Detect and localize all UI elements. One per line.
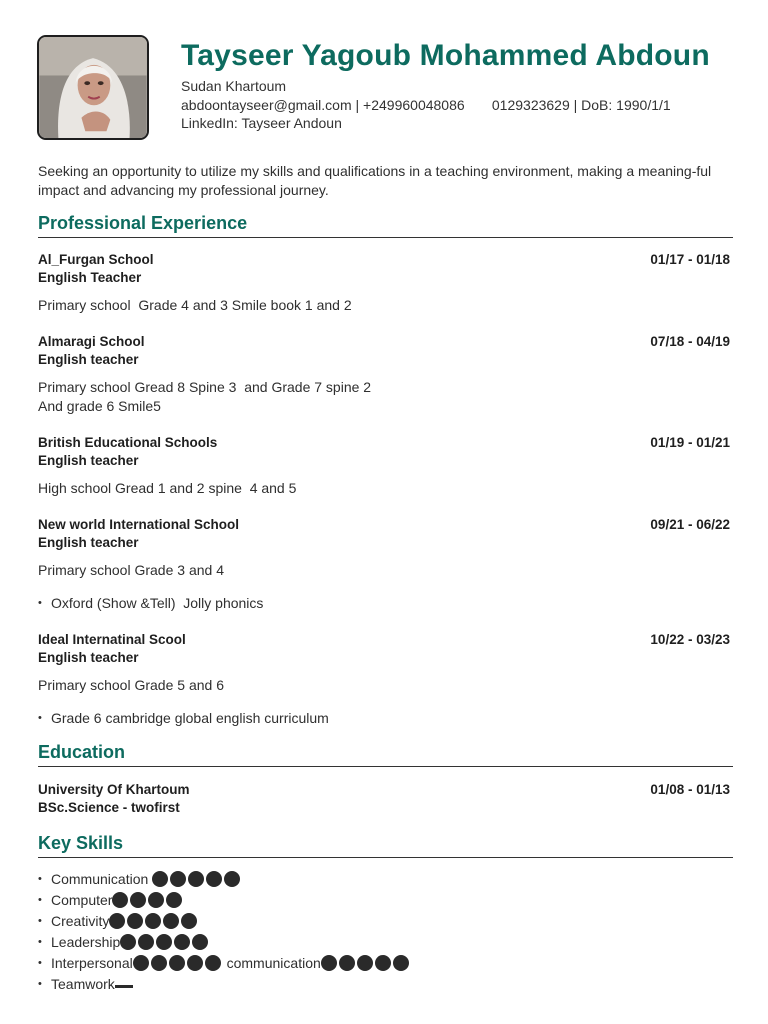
rating-dot (166, 892, 182, 908)
rating-dot (188, 871, 204, 887)
experience-entry (38, 434, 730, 498)
entry-role: English Teacher (38, 270, 142, 285)
skill-item (38, 912, 733, 933)
entry-date: 09/21 - 06/22 (650, 517, 730, 532)
skills-list (38, 870, 733, 996)
location: Sudan Khartoum (181, 78, 287, 94)
skills-heading: Key Skills (38, 833, 124, 853)
skill-label: Creativity (51, 913, 110, 929)
entry-description: High school Gread 1 and 2 spine 4 and 5 (38, 480, 297, 496)
experience-entry (38, 251, 730, 315)
entry-date: 01/08 - 01/13 (650, 782, 730, 797)
rating-dot (170, 871, 186, 887)
entry-organization: New world International School (38, 517, 240, 532)
candidate-name: Tayseer Yagoub Mohammed Abdoun (181, 39, 710, 72)
rating-dot (127, 913, 143, 929)
entry-date: 01/19 - 01/21 (650, 435, 730, 450)
skill-rating (109, 913, 199, 933)
contact-line: abdoontayseer@gmail.com | +249960048086 0129323629 | DoB: 1990/1/1 (181, 96, 671, 113)
rating-dot (169, 955, 185, 971)
entry-organization: Ideal Internatinal Scool (38, 632, 186, 647)
skills-divider (38, 857, 733, 858)
skill-label: Computer (51, 892, 113, 908)
entry-bullets (38, 709, 730, 727)
entry-organization: British Educational Schools (38, 435, 218, 450)
entry-date: 07/18 - 04/19 (650, 334, 730, 349)
education-divider (38, 766, 733, 767)
entry-institution: University Of Khartoum (38, 782, 190, 797)
entry-description: Primary school Grade 3 and 4 (38, 562, 224, 578)
skill-rating (112, 892, 184, 912)
entry-role: English teacher (38, 352, 139, 367)
skill-label: Leadership (51, 934, 121, 950)
contact-block (181, 77, 671, 133)
rating-dot (357, 955, 373, 971)
entry-organization: Almaragi School (38, 334, 145, 349)
entry-bullet: • Grade 6 cambridge global english curriculum (38, 709, 730, 727)
rating-dot (109, 913, 125, 929)
rating-dot (133, 955, 149, 971)
entry-degree: BSc.Science - twofirst (38, 800, 180, 815)
rating-dot (339, 955, 355, 971)
rating-dot (224, 871, 240, 887)
experience-entry (38, 333, 730, 415)
summary-text: Seeking an opportunity to utilize my skills and qualifications in a teaching environment, making a meaning-ful impact and advancing my professional journey. (38, 163, 712, 198)
entry-date: 10/22 - 03/23 (650, 632, 730, 647)
rating-dot (145, 913, 161, 929)
rating-dot (375, 955, 391, 971)
experience-divider (38, 237, 733, 238)
rating-dot (148, 892, 164, 908)
entry-date: 01/17 - 01/18 (650, 252, 730, 267)
skill-label: Communication (51, 871, 153, 887)
rating-dot (206, 871, 222, 887)
linkedin: LinkedIn: Tayseer Andoun (181, 115, 342, 131)
experience-entry (38, 516, 730, 612)
skill-rating (120, 934, 210, 954)
rating-dot (120, 934, 136, 950)
rating-dot (163, 913, 179, 929)
skill-label: Teamwork (51, 976, 115, 992)
rating-dot (393, 955, 409, 971)
rating-dot (205, 955, 221, 971)
experience-entry (38, 631, 730, 727)
entry-description: Primary school Grade 5 and 6 (38, 677, 224, 693)
entry-description: Primary school Gread 8 Spine 3 and Grade 7 spine 2 And grade 6 Smile5 (38, 379, 372, 414)
skill-rating (115, 978, 133, 996)
skill-item (38, 975, 733, 996)
education-entry (38, 781, 730, 817)
entry-role: English teacher (38, 650, 139, 665)
rating-dot (187, 955, 203, 971)
education-heading: Education (38, 742, 126, 762)
profile-photo-image (39, 37, 147, 138)
rating-dot (151, 955, 167, 971)
profile-photo (37, 35, 149, 140)
skill-rating (133, 955, 223, 975)
skill-label: communication (222, 955, 321, 971)
rating-dot (130, 892, 146, 908)
rating-dot (156, 934, 172, 950)
entry-description: Primary school Grade 4 and 3 Smile book 1 and 2 (38, 297, 352, 313)
rating-dot (138, 934, 154, 950)
skill-item (38, 954, 733, 975)
skill-rating (321, 955, 411, 975)
skill-item (38, 933, 733, 954)
rating-dot (181, 913, 197, 929)
skill-rating (152, 871, 242, 891)
experience-heading: Professional Experience (38, 213, 248, 233)
rating-dot (321, 955, 337, 971)
skill-item (38, 891, 733, 912)
entry-bullets (38, 594, 730, 612)
entry-role: English teacher (38, 535, 139, 550)
skill-item (38, 870, 733, 891)
rating-dot (152, 871, 168, 887)
entry-role: English teacher (38, 453, 139, 468)
entry-organization: Al_Furgan School (38, 252, 154, 267)
rating-dot (192, 934, 208, 950)
rating-dot (112, 892, 128, 908)
skill-label: Interpersonal (51, 955, 133, 971)
entry-bullet: • Oxford (Show &Tell) Jolly phonics (38, 594, 730, 612)
rating-empty-bar (115, 985, 133, 988)
rating-dot (174, 934, 190, 950)
